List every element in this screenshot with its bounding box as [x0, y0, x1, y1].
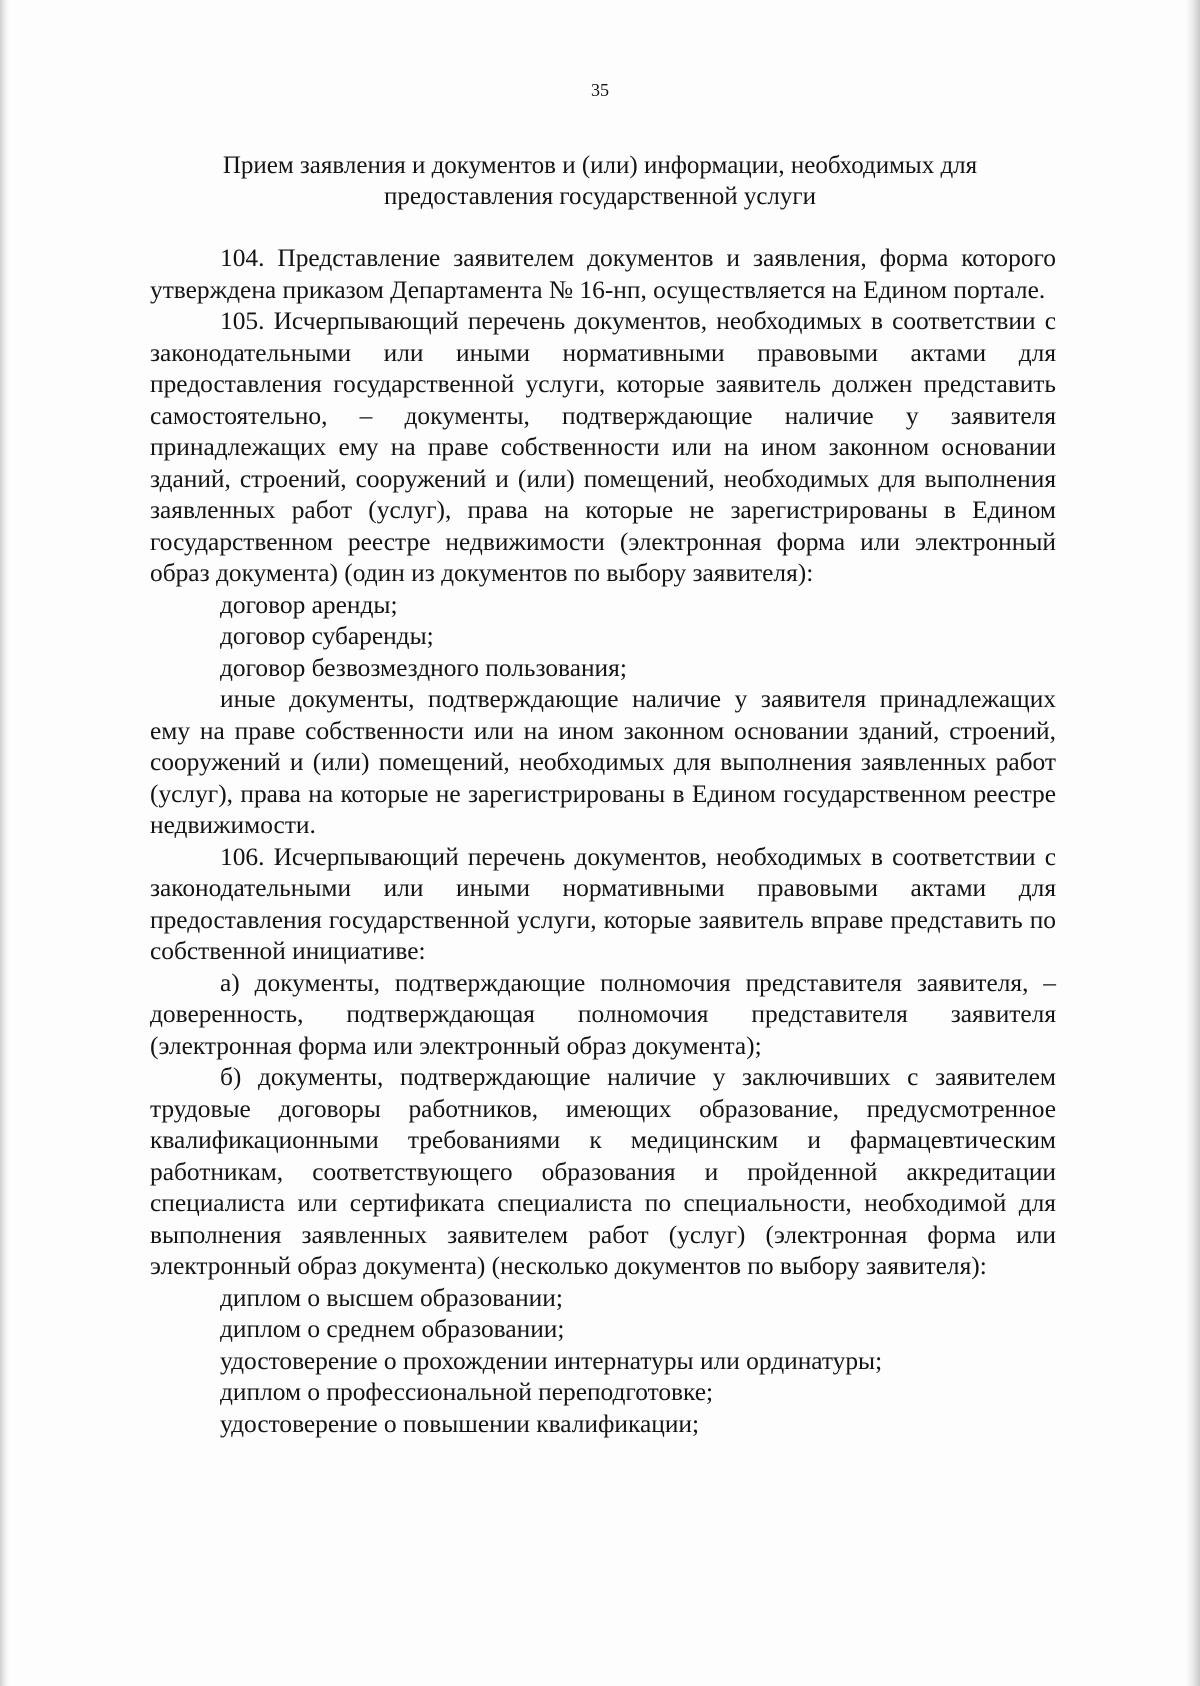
list-item: диплом о среднем образовании; [220, 1315, 565, 1343]
section-heading-line-2: предоставления государственной услуги [383, 183, 817, 210]
scan-edge-right [1186, 0, 1200, 1686]
list-item: удостоверение о повышении квалификации; [220, 1409, 700, 1438]
paragraph-105-other-documents: иные документы, подтверждающие наличие у заявителя принадлежащих ему на праве собственности или на ином законном основании зданий, строений, сооружений и (или) помещений, необходимых для выполнения заявленных работ (услуг), права на которые не зарегистрированы в Едином государственном реестре недвижимости. [150, 685, 1056, 839]
list-item: договор аренды; [220, 590, 398, 619]
section-heading-line-1: Прием заявления и документов и (или) информации, необходимых для [222, 152, 978, 179]
paragraph-105: 105. Исчерпывающий перечень документов, необходимых в соответствии с законодательными или иными нормативными правовыми актами для предоставления государственной услуги, которые заявитель должен представить самостоятельно, – документы, подтверждающие наличие у заявителя принадлежащих ему на праве собственности или на ином законном основании зданий, строений, сооружений и (или) помещений, необходимых для выполнения заявленных работ (услуг), права на которые не зарегистрированы в Едином государственном реестре недвижимости (электронная форма или электронный образ документа) (один из документов по выбору заявителя): [150, 307, 1056, 587]
page-number: 35 [591, 80, 609, 100]
document-body [150, 243, 1056, 1440]
list-item: договор субаренды; [220, 622, 434, 650]
paragraph-106: 106. Исчерпывающий перечень документов, необходимых в соответствии с законодательными или иными нормативными правовыми актами для предоставления государственной услуги, которые заявитель вправе представить по собственной инициативе: [150, 842, 1056, 965]
list-item: диплом о высшем образовании; [220, 1283, 563, 1312]
list-item: удостоверение о прохождении интернатуры или ординатуры; [220, 1346, 883, 1375]
paragraph-106-b: б) документы, подтверждающие наличие у заключивших с заявителем трудовые договоры работников, имеющих образование, предусмотренное квалификационными требованиями к медицинским и фармацевтическим работникам, соответствующего образования и пройденной аккредитации специалиста или сертификата специалиста по специальности, необходимой для выполнения заявленных заявителем работ (услуг) (электронная форма или электронный образ документа) (несколько документов по выбору заявителя): [150, 1063, 1056, 1280]
list-item: договор безвозмездного пользования; [220, 653, 627, 682]
list-item: диплом о профессиональной переподготовке; [220, 1378, 714, 1406]
scan-edge-left [0, 0, 10, 1686]
paragraph-104: 104. Представление заявителем документов и заявления, форма которого утверждена приказом Департамента № 16-нп, осуществляется на Едином портале. [150, 244, 1056, 304]
paragraph-106-a: а) документы, подтверждающие полномочия представителя заявителя, – доверенность, подтверждающая полномочия представителя заявителя (электронная форма или электронный образ документа); [150, 968, 1056, 1060]
section-heading [150, 150, 1050, 212]
